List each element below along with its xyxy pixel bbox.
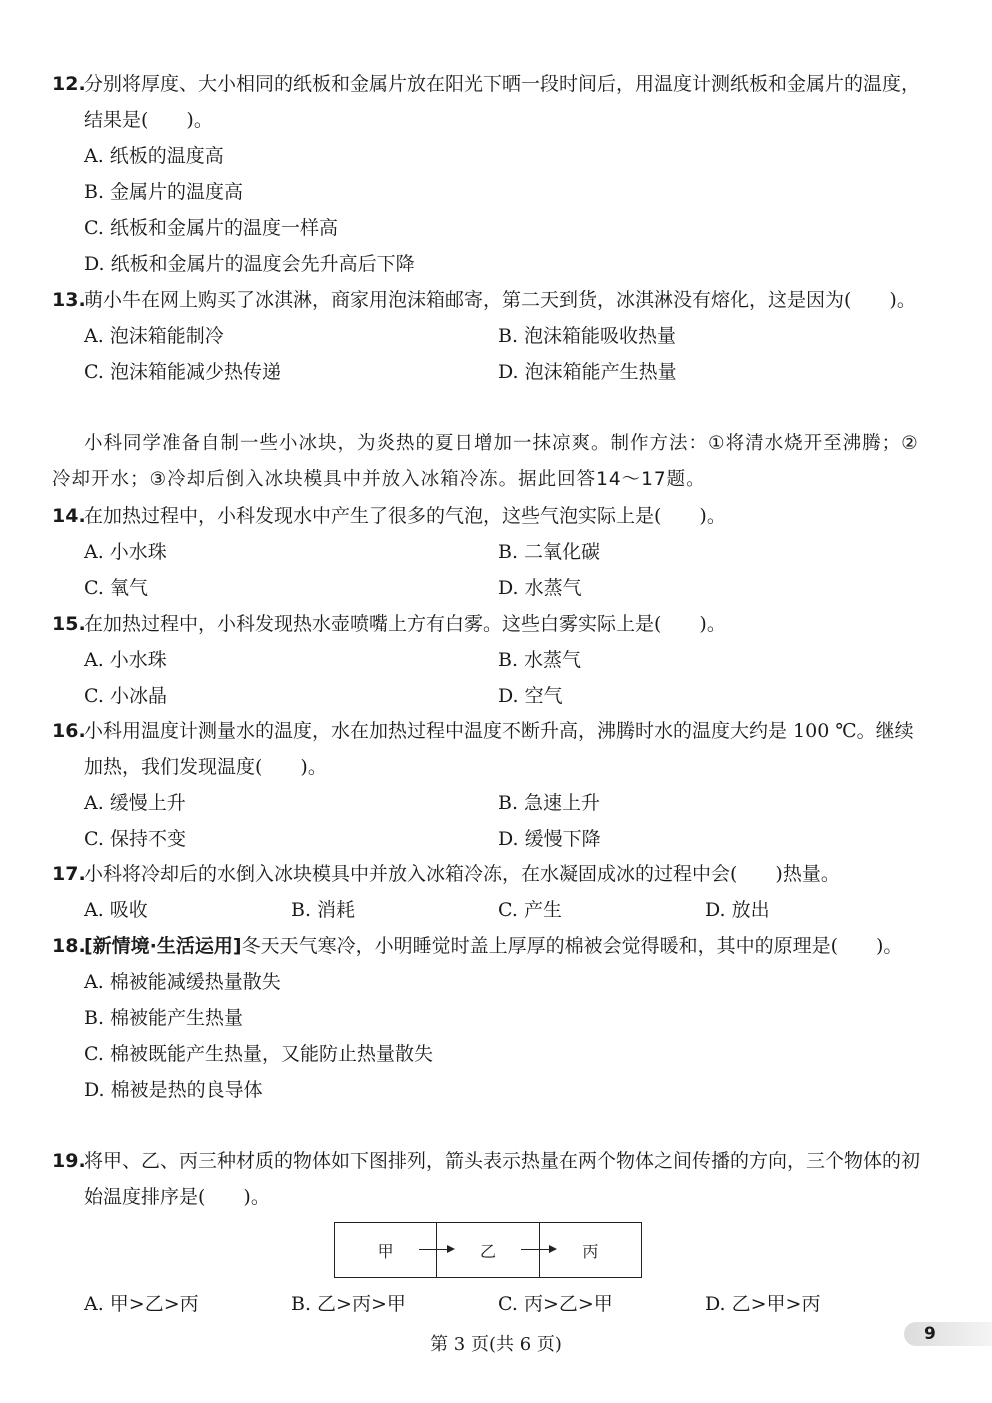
option-b[interactable]: B. 急速上升 <box>498 792 601 814</box>
option-b[interactable]: B. 水蒸气 <box>498 649 582 671</box>
object-label: 丙 <box>582 1241 599 1261</box>
question-number: 12. <box>52 73 86 95</box>
object-bing <box>539 1223 641 1277</box>
option-d[interactable]: D. 空气 <box>498 685 563 707</box>
question-15 <box>52 606 932 714</box>
option-a[interactable]: A. 缓慢上升 <box>84 792 186 814</box>
question-number: 18. <box>52 935 86 957</box>
option-c[interactable]: C. 棉被既能产生热量，又能防止热量散失 <box>84 1043 433 1065</box>
question-number: 19. <box>52 1150 86 1172</box>
option-d[interactable]: D. 泡沫箱能产生热量 <box>498 361 677 383</box>
question-number: 15. <box>52 613 86 635</box>
question-number: 13. <box>52 289 86 311</box>
question-stem <box>84 928 932 964</box>
question-14 <box>52 498 932 606</box>
question-stem: 小科用温度计测量水的温度，水在加热过程中温度不断升高，沸腾时水的温度大约是 100 ℃。继续加热，我们发现温度( )。 <box>84 720 914 778</box>
question-17 <box>52 856 932 928</box>
question-text: 冬天天气寒冷，小明睡觉时盖上厚厚的棉被会觉得暖和，其中的原理是( )。 <box>241 935 903 957</box>
context-tag: [新情境·生活运用] <box>84 935 242 957</box>
question-number: 14. <box>52 505 86 527</box>
options-list <box>84 964 932 1108</box>
option-a[interactable]: A. 甲>乙>丙 <box>84 1293 199 1315</box>
question-19 <box>52 1143 932 1215</box>
option-d[interactable]: D. 水蒸气 <box>498 577 582 599</box>
option-a[interactable]: A. 泡沫箱能制冷 <box>84 325 224 347</box>
option-a[interactable]: A. 棉被能减缓热量散失 <box>84 971 281 993</box>
question-stem: 将甲、乙、丙三种材质的物体如下图排列，箭头表示热量在两个物体之间传播的方向，三个物体的初始温度排序是( )。 <box>84 1150 921 1208</box>
question-stem: 在加热过程中，小科发现水中产生了很多的气泡，这些气泡实际上是( )。 <box>84 505 726 527</box>
option-b[interactable]: B. 二氧化碳 <box>498 541 601 563</box>
object-label: 乙 <box>479 1241 496 1261</box>
question-13 <box>52 282 932 390</box>
options-list <box>84 642 932 714</box>
question-12 <box>52 66 932 282</box>
option-c[interactable]: C. 氧气 <box>84 577 148 599</box>
object-yi <box>436 1223 538 1277</box>
option-c[interactable]: C. 泡沫箱能减少热传递 <box>84 361 281 383</box>
option-a[interactable]: A. 小水珠 <box>84 649 167 671</box>
options-list <box>84 318 932 390</box>
object-jia <box>335 1223 436 1277</box>
question-stem: 在加热过程中，小科发现热水壶喷嘴上方有白雾。这些白雾实际上是( )。 <box>84 613 726 635</box>
option-b[interactable]: B. 消耗 <box>291 899 356 921</box>
page-number-tab: 9 <box>904 1322 992 1346</box>
question-number: 17. <box>52 863 86 885</box>
heat-transfer-diagram <box>334 1222 642 1278</box>
question-stem: 小科将冷却后的水倒入冰块模具中并放入冰箱冷冻，在水凝固成冰的过程中会( )热量。 <box>84 863 840 885</box>
option-c[interactable]: C. 小冰晶 <box>84 685 167 707</box>
options-list <box>84 1286 932 1322</box>
options-list <box>84 785 932 857</box>
option-d[interactable]: D. 放出 <box>705 899 770 921</box>
option-a[interactable]: A. 小水珠 <box>84 541 167 563</box>
option-d[interactable]: D. 棉被是热的良导体 <box>84 1079 263 1101</box>
option-c[interactable]: C. 产生 <box>498 899 562 921</box>
question-stem: 分别将厚度、大小相同的纸板和金属片放在阳光下晒一段时间后，用温度计测纸板和金属片的温度，结果是( )。 <box>84 73 921 131</box>
option-b[interactable]: B. 棉被能产生热量 <box>84 1007 244 1029</box>
option-c[interactable]: C. 纸板和金属片的温度一样高 <box>84 217 338 239</box>
intro-passage: 小科同学准备自制一些小冰块，为炎热的夏日增加一抹凉爽。制作方法：①将清水烧开至沸腾；②冷却开水；③冷却后倒入冰块模具中并放入冰箱冷冻。据此回答14～17题。 <box>52 433 919 490</box>
question-number: 16. <box>52 720 86 742</box>
option-b[interactable]: B. 乙>丙>甲 <box>291 1293 406 1315</box>
option-b[interactable]: B. 泡沫箱能吸收热量 <box>498 325 677 347</box>
options-list <box>84 892 932 928</box>
option-d[interactable]: D. 乙>甲>丙 <box>705 1293 821 1315</box>
options-list <box>84 534 932 606</box>
question-19-options <box>52 1286 932 1322</box>
option-c[interactable]: C. 保持不变 <box>84 828 186 850</box>
question-18 <box>52 928 932 1108</box>
page-footer: 第 3 页(共 6 页) <box>430 1334 562 1355</box>
options-list <box>84 138 932 282</box>
option-d[interactable]: D. 纸板和金属片的温度会先升高后下降 <box>84 253 415 275</box>
option-c[interactable]: C. 丙>乙>甲 <box>498 1293 613 1315</box>
option-d[interactable]: D. 缓慢下降 <box>498 828 601 850</box>
option-a[interactable]: A. 纸板的温度高 <box>84 145 224 167</box>
object-label: 甲 <box>377 1241 394 1261</box>
option-b[interactable]: B. 金属片的温度高 <box>84 181 244 203</box>
option-a[interactable]: A. 吸收 <box>84 899 148 921</box>
question-16 <box>52 713 932 857</box>
question-stem: 萌小牛在网上购买了冰淇淋，商家用泡沫箱邮寄，第二天到货，冰淇淋没有熔化，这是因为( )。 <box>84 289 916 311</box>
